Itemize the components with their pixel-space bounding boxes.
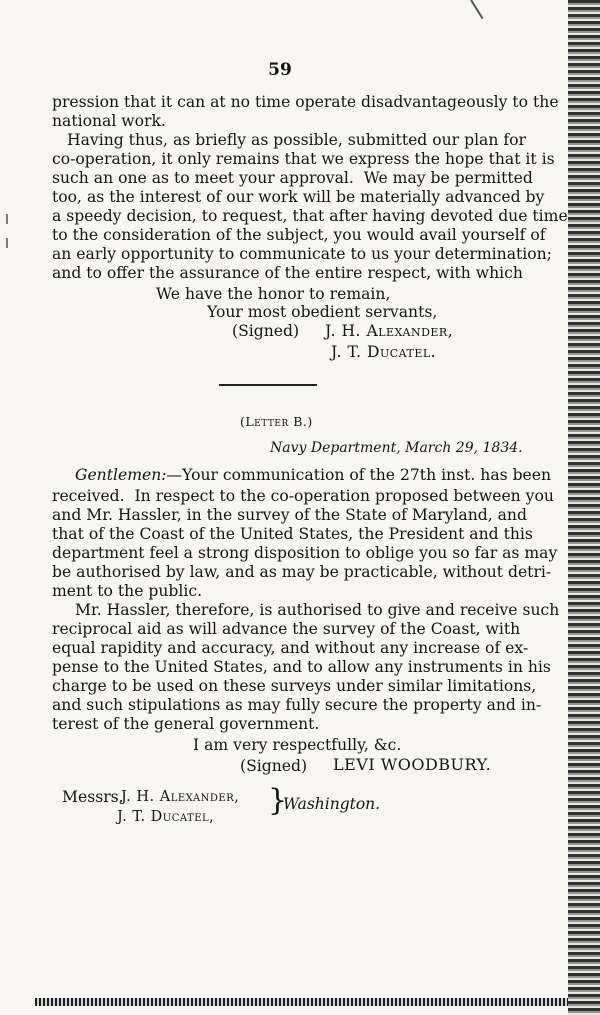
signer-name: J. H. Alexander, — [325, 322, 454, 340]
closing-line: Your most obedient servants, — [207, 303, 438, 321]
body-line: ment to the public. — [52, 582, 203, 600]
addressee-prefix: Messrs. — [62, 788, 124, 806]
addressee-name: J. T. Ducatel, — [117, 809, 215, 825]
body-line — [75, 468, 551, 484]
salutation: Gentlemen: — [75, 466, 167, 484]
scan-mark — [6, 238, 8, 248]
salutation-continuation: —Your communication of the 27th inst. has been — [166, 466, 552, 484]
body-line: terest of the general government. — [52, 715, 320, 733]
signed-label: (Signed) — [232, 322, 300, 340]
scan-bottom-band — [35, 998, 568, 1006]
page-number: 59 — [268, 60, 292, 80]
body-line: such an one as to meet your approval. We may be permitted — [52, 169, 533, 187]
signed-label: (Signed) — [240, 757, 308, 775]
body-line: and to offer the assurance of the entire respect, with which — [52, 264, 523, 282]
body-line: reciprocal aid as will advance the survey of the Coast, with — [52, 620, 521, 638]
body-line: department feel a strong disposition to oblige you so far as may — [52, 544, 558, 562]
body-line: be authorised by law, and as may be practicable, without detri- — [52, 563, 552, 581]
body-line: an early opportunity to communicate to us your determination; — [52, 245, 552, 263]
body-line: and such stipulations as may fully secure the property and in- — [52, 696, 542, 714]
signer-name: J. T. Ducatel. — [331, 343, 437, 361]
body-line: too, as the interest of our work will be materially advanced by — [52, 188, 545, 206]
body-line: Having thus, as briefly as possible, submitted our plan for — [67, 131, 526, 149]
body-line: national work. — [52, 112, 166, 130]
body-line: Mr. Hassler, therefore, is authorised to give and receive such — [75, 601, 560, 619]
scan-mark — [6, 214, 8, 224]
section-divider — [219, 384, 317, 386]
addressee-name: J. H. Alexander, — [121, 789, 240, 805]
letter-date: March 29, 1834. — [405, 440, 523, 456]
signer-name: LEVI WOODBURY. — [333, 755, 492, 774]
body-line: to the consideration of the subject, you would avail yourself of — [52, 226, 546, 244]
closing-line: We have the honor to remain, — [156, 285, 391, 303]
brace-glyph: } — [268, 783, 288, 818]
body-line: pression that it can at no time operate disadvantageously to the — [52, 93, 559, 111]
scan-artifact — [470, 0, 483, 19]
body-line: co-operation, it only remains that we express the hope that it is — [52, 150, 555, 168]
body-line: that of the Coast of the United States, the President and this — [52, 525, 533, 543]
closing-line: I am very respectfully, &c. — [193, 736, 402, 754]
body-line: received. In respect to the co-operation proposed between you — [52, 487, 554, 505]
scanned-page-edge — [568, 0, 600, 1015]
body-line: charge to be used on these surveys under similar limitations, — [52, 677, 537, 695]
letter-heading: (Letter B.) — [240, 414, 313, 429]
body-line: and Mr. Hassler, in the survey of the State of Maryland, and — [52, 506, 527, 524]
body-line: equal rapidity and accuracy, and without any increase of ex- — [52, 639, 529, 657]
letter-dateline — [270, 440, 523, 456]
body-line: pense to the United States, and to allow any instruments in his — [52, 658, 551, 676]
body-line: a speedy decision, to request, that after having devoted due time — [52, 207, 568, 225]
place-name: Washington. — [283, 795, 381, 813]
department-name: Navy Department, — [270, 440, 401, 456]
